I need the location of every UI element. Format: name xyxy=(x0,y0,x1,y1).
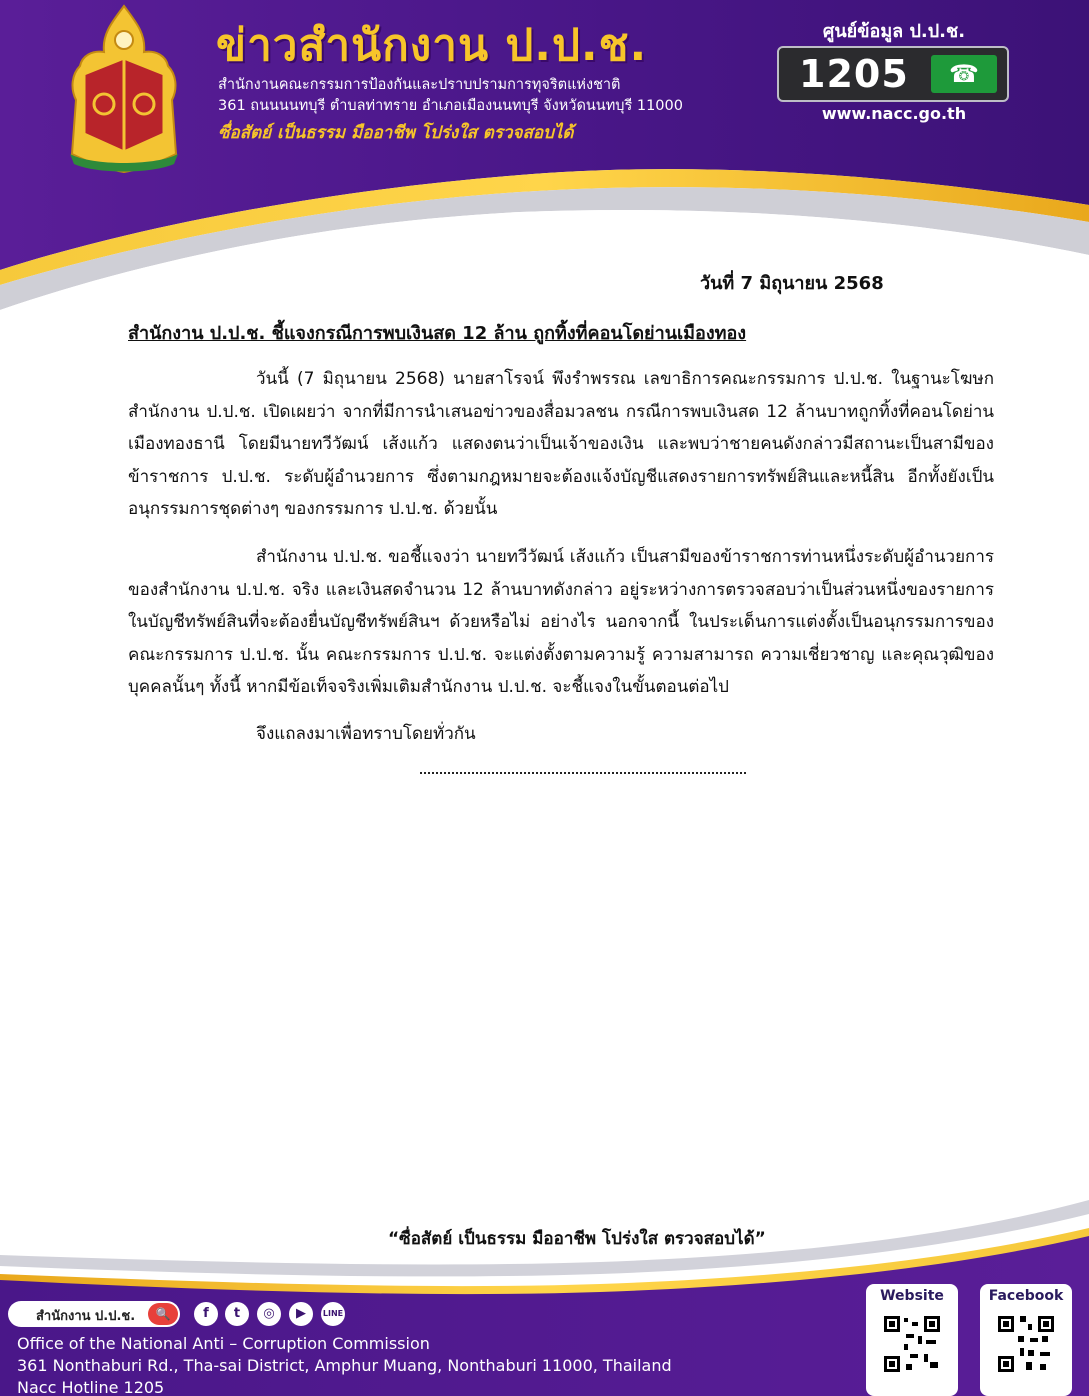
body-paragraph-1: วันนี้ (7 มิถุนายน 2568) นายสาโรจน์ พึงรำพรรณ เลขาธิการคณะกรรมการ ป.ป.ช. ในฐานะโฆษกสำนักงาน ป.ป.ช. เปิดเผยว่า จากที่มีการนำเสนอข่าวของสื่อมวลชน กรณีการพบเงินสด 12 ล้านบาทถูกทิ้งที่คอนโดย่านเมืองทองธานี โดยมีนายทวีวัฒน์ เส้งแก้ว แสดงตนว่าเป็นเจ้าของเงิน และพบว่าชายคนดังกล่าวมีสถานะเป็นสามีของข้าราชการ ป.ป.ช. ระดับผู้อำนวยการ ซึ่งตามกฎหมายจะต้องแจ้งบัญชีแสดงรายการทรัพย์สินและหนี้สิน อีกทั้งยังเป็นอนุกรรมการชุดต่างๆ ของกรรมการ ป.ป.ช. ด้วยนั้น xyxy=(128,369,994,519)
search-box-label: สำนักงาน ป.ป.ช. xyxy=(36,1309,136,1324)
header-motto: ซื่อสัตย์ เป็นธรรม มืออาชีพ โปร่งใส ตรวจสอบได้ xyxy=(218,123,574,143)
facebook-icon[interactable]: f xyxy=(194,1302,218,1326)
organization-address: 361 ถนนนนทบุรี ตำบลท่าทราย อำเภอเมืองนนทบุรี จังหวัดนนทบุรี 11000 xyxy=(218,98,683,114)
website-qr-code xyxy=(882,1314,942,1374)
letterhead-footer xyxy=(0,1200,1089,1396)
dotted-divider xyxy=(420,772,746,774)
info-center-label: ศูนย์ข้อมูล ป.ป.ช. xyxy=(822,21,966,42)
search-box[interactable] xyxy=(8,1301,180,1327)
line-icon[interactable]: LINE xyxy=(321,1302,345,1326)
hotline-panel xyxy=(777,46,1009,102)
footer-address: 361 Nonthaburi Rd., Tha-sai District, Amphur Muang, Nonthaburi 11000, Thailand xyxy=(17,1356,672,1375)
footer-motto: “ซื่อสัตย์ เป็นธรรม มืออาชีพ โปร่งใส ตรวจสอบได้” xyxy=(388,1229,766,1249)
nacc-emblem-logo xyxy=(62,4,186,174)
facebook-qr-label: Facebook xyxy=(988,1288,1064,1304)
header-website: www.nacc.go.th xyxy=(821,104,967,123)
search-icon[interactable]: 🔍 xyxy=(148,1303,178,1325)
hotline-number: 1205 xyxy=(799,52,909,96)
phone-icon: ☎ xyxy=(931,55,997,93)
footer-hotline: Nacc Hotline 1205 xyxy=(17,1378,165,1396)
body-paragraph-2: สำนักงาน ป.ป.ช. ขอชี้แจงว่า นายทวีวัฒน์ เส้งแก้ว เป็นสามีของข้าราชการท่านหนึ่งระดับผู้อำนวยการของสำนักงาน ป.ป.ช. จริง และเงินสดจำนวน 12 ล้านบาทดังกล่าว อยู่ระหว่างการตรวจสอบว่าเป็นส่วนหนึ่งของรายการในบัญชีทรัพย์สินที่จะต้องยื่นบัญชีทรัพย์สินฯ ด้วยหรือไม่ อย่างไร นอกจากนี้ ในประเด็นการแต่งตั้งเป็นอนุกรรมการของคณะกรรมการ ป.ป.ช. นั้น คณะกรรมการ ป.ป.ช. จะแต่งตั้งตามความรู้ ความสามารถ ความเชี่ยวชาญ และคุณวุฒิของบุคคลนั้นๆ ทั้งนี้ หากมีข้อเท็จจริงเพิ่มเติมสำนักงาน ป.ป.ช. จะชี้แจงในขั้นตอนต่อไป xyxy=(128,547,994,697)
website-qr-card[interactable] xyxy=(866,1284,958,1396)
website-qr-label: Website xyxy=(880,1288,944,1304)
facebook-qr-card[interactable] xyxy=(980,1284,1072,1396)
closing-statement: จึงแถลงมาเพื่อทราบโดยทั่วกัน xyxy=(256,724,476,744)
newsletter-title: ข่าวสำนักงาน ป.ป.ช. xyxy=(216,20,648,71)
twitter-icon[interactable]: t xyxy=(225,1302,249,1326)
facebook-qr-code xyxy=(996,1314,1056,1374)
release-date: วันที่ 7 มิถุนายน 2568 xyxy=(700,273,884,294)
youtube-icon[interactable]: ▶ xyxy=(289,1302,313,1326)
instagram-icon[interactable]: ◎ xyxy=(257,1302,281,1326)
footer-org-name: Office of the National Anti – Corruption Commission xyxy=(17,1334,430,1353)
press-headline: สำนักงาน ป.ป.ช. ชี้แจงกรณีการพบเงินสด 12 ล้าน ถูกทิ้งที่คอนโดย่านเมืองทอง xyxy=(128,323,747,344)
organization-name: สำนักงานคณะกรรมการป้องกันและปราบปรามการทุจริตแห่งชาติ xyxy=(218,77,621,93)
letterhead-banner xyxy=(0,0,1089,320)
